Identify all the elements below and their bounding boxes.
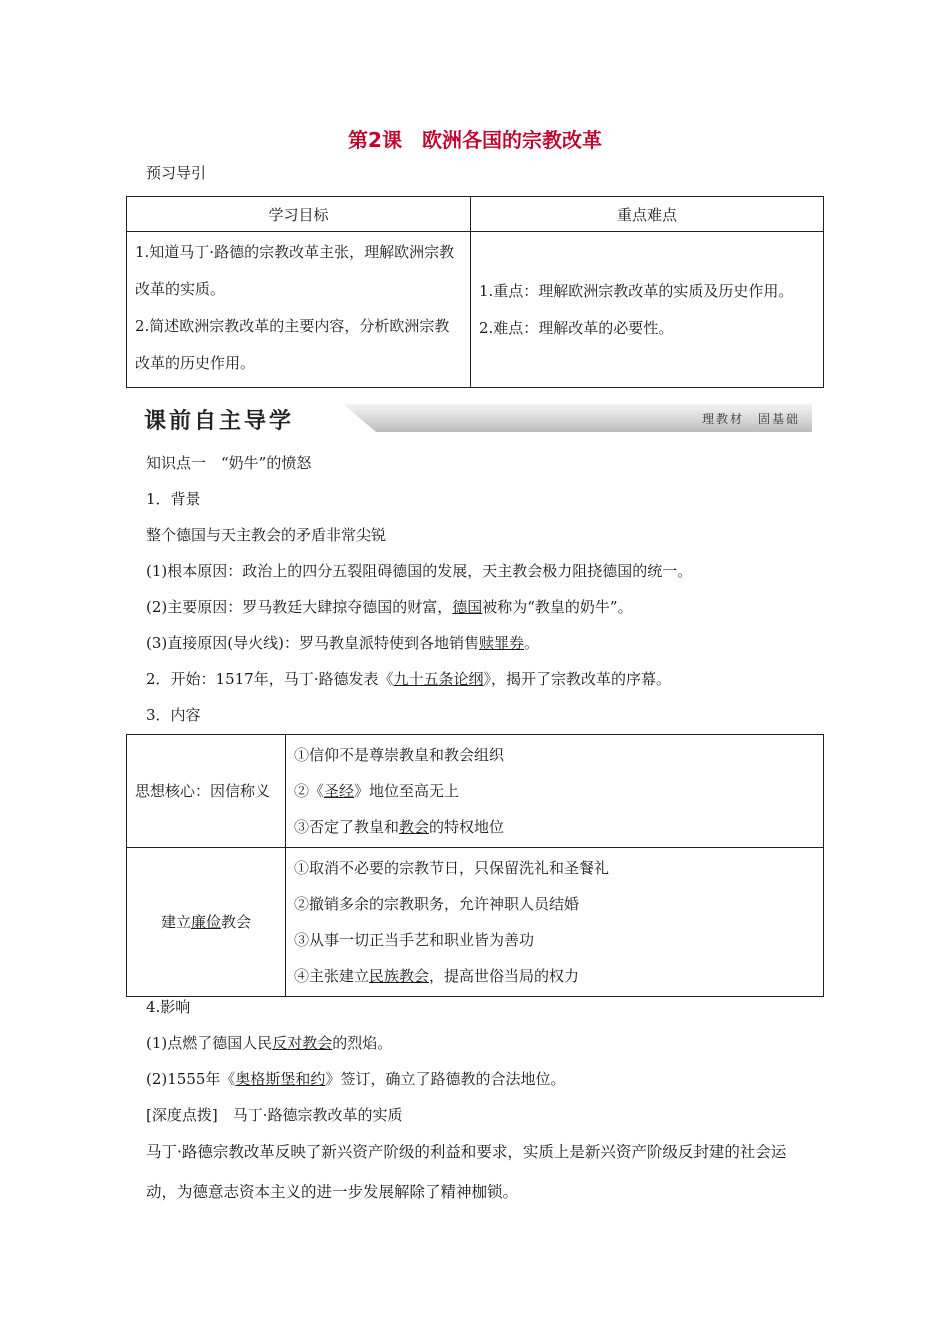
core-idea-cell: 思想核心：因信称义 [127,735,286,848]
church-cell: 建立廉俭教会 [127,848,286,997]
content-item: ③从事一切正当手艺和职业皆为善功 [294,931,535,949]
content-heading: 3．内容 [146,706,201,724]
content-item: ④主张建立民族教会，提高世俗当局的权力 [294,967,580,985]
content-item: ②撤销多余的宗教职务，允许神职人员结婚 [294,895,580,913]
start-heading: 2．开始：1517年，马丁·路德发表《九十五条论纲》，揭开了宗教改革的序幕。 [146,670,672,688]
cause-main: (2)主要原因：罗马教廷大肆掠夺德国的财富，德国被称为“教皇的奶牛”。 [146,598,633,616]
content-table [126,734,824,997]
content-item: ②《圣经》地位至高无上 [294,782,460,800]
background-heading: 1．背景 [146,490,201,508]
deep-point-text: 马丁·路德宗教改革反映了新兴资产阶级的利益和要求，实质上是新兴资产阶级反封建的社会运动，为德意志资本主义的进一步发展解除了精神枷锁。 [146,1143,787,1201]
effects-heading: 4.影响 [146,998,191,1016]
objectives-header: 学习目标 [127,197,471,232]
blank-answer: 圣经 [324,782,355,800]
keypoints-cell [471,232,824,388]
objectives-table [126,196,824,388]
blank-answer: 民族教会 [369,967,430,985]
blank-answer: 赎罪券 [478,634,524,652]
effect-item: (1)点燃了德国人民反对教会的烈焰。 [146,1034,393,1052]
content-item: ①信仰不是尊崇教皇和教会组织 [294,746,505,764]
blank-answer: 德国 [452,598,483,616]
content-item: ①取消不必要的宗教节日，只保留洗礼和圣餐礼 [294,859,610,877]
cause-direct: (3)直接原因(导火线)：罗马教皇派特使到各地销售赎罪券。 [146,634,539,652]
blank-answer: 九十五条论纲 [393,670,484,688]
objectives-cell [127,232,471,388]
effect-item: (2)1555年《奥格斯堡和约》签订，确立了路德教的合法地位。 [146,1070,566,1088]
background-intro: 整个德国与天主教会的矛盾非常尖锐 [146,526,387,544]
banner-subtitle: 理教材 固基础 [701,412,800,426]
church-items [286,848,824,997]
keypoint-item: 2.难点：理解改革的必要性。 [479,318,674,337]
knowledge-point-heading: 知识点一 “奶牛”的愤怒 [146,454,312,472]
preview-label: 预习导引 [146,164,207,182]
cause-root: (1)根本原因：政治上的四分五裂阻碍德国的发展，天主教会极力阻挠德国的统一。 [146,562,693,580]
objective-item: 2.简述欧洲宗教改革的主要内容，分析欧洲宗教改革的历史作用。 [135,317,450,372]
blank-answer: 廉俭 [190,912,221,931]
blank-answer: 反对教会 [272,1034,333,1052]
objective-item: 1.知道马丁·路德的宗教改革主张，理解欧洲宗教改革的实质。 [135,243,455,298]
blank-answer: 奥格斯堡和约 [235,1070,326,1088]
banner-title: 课前自主导学 [144,409,295,434]
section-banner [140,404,812,432]
blank-answer: 教会 [399,818,430,836]
keypoint-item: 1.重点：理解欧洲宗教改革的实质及历史作用。 [479,281,794,300]
deep-point-label: [深度点拨] 马丁·路德宗教改革的实质 [146,1106,403,1124]
page-title: 第2课 欧洲各国的宗教改革 [348,128,602,152]
keypoints-header: 重点难点 [471,197,824,232]
core-idea-items [286,735,824,848]
content-item: ③否定了教皇和教会的特权地位 [294,818,505,836]
